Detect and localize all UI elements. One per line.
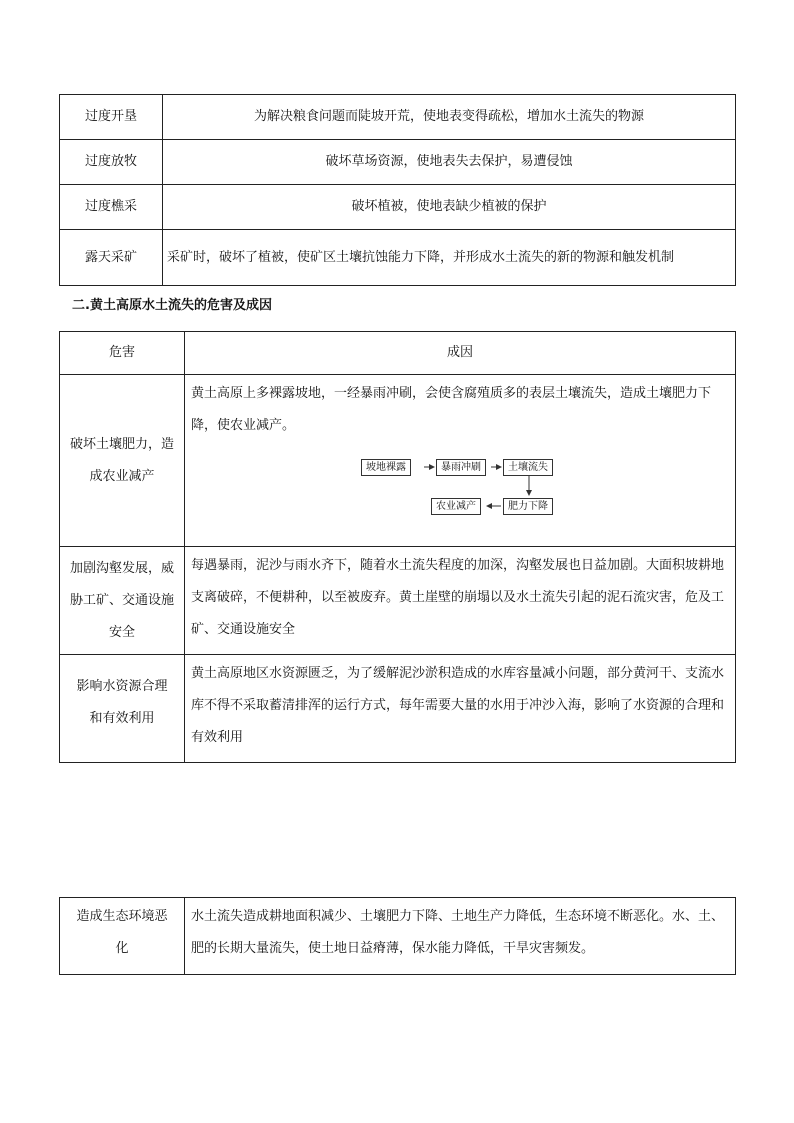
cause-cell: 每遇暴雨，泥沙与雨水齐下，随着水土流失程度的加深，沟壑发展也日益加剧。大面积坡耕地支离破碎，不便耕种，以至被废弃。黄土崖壁的崩塌以及水土流失引起的泥石流灾害，危及工矿、交通设施安全 bbox=[185, 547, 736, 655]
harm-line: 造成生态环境恶 bbox=[76, 909, 168, 924]
table-row bbox=[60, 95, 736, 140]
cause-text: 黄土高原上多裸露坡地，一经暴雨冲刷，会使含腐殖质多的表层土壤流失，造成土壤肥力下降，使农业减产。 bbox=[191, 386, 712, 433]
harm-cell bbox=[60, 547, 185, 655]
table-header-row bbox=[60, 332, 736, 375]
header-cause: 成因 bbox=[185, 332, 736, 375]
table-row bbox=[60, 375, 736, 547]
harm-line: 和有效利用 bbox=[89, 711, 155, 726]
causes-table bbox=[59, 94, 736, 286]
table-row bbox=[60, 140, 736, 185]
harm-line: 化 bbox=[115, 941, 129, 956]
flow-box-bare-slope: 坡地裸露 bbox=[361, 459, 411, 476]
flow-box-rainstorm: 暴雨冲刷 bbox=[436, 459, 486, 476]
flow-box-yield-drop: 农业减产 bbox=[431, 498, 481, 515]
cause-cell bbox=[185, 375, 736, 547]
cause-cell: 黄土高原地区水资源匮乏，为了缓解泥沙淤积造成的水库容量减小问题，部分黄河干、支流水库不得不采取蓄清排浑的运行方式，每年需要大量的水用于冲沙入海，影响了水资源的合理和有效利用 bbox=[185, 655, 736, 763]
harm-cell bbox=[60, 898, 185, 975]
cause-cell: 过度樵采 bbox=[60, 185, 163, 230]
table-row bbox=[60, 230, 736, 286]
flow-box-soil-loss: 土壤流失 bbox=[503, 459, 553, 476]
desc-cell: 采矿时，破坏了植被，使矿区土壤抗蚀能力下降，并形成水土流失的新的物源和触发机制 bbox=[163, 230, 736, 286]
table-row bbox=[60, 898, 736, 975]
harm-cell bbox=[60, 655, 185, 763]
header-harm: 危害 bbox=[60, 332, 185, 375]
cause-cell: 过度放牧 bbox=[60, 140, 163, 185]
harms-table-continued bbox=[59, 897, 736, 975]
harm-line: 破坏土壤肥力，造 bbox=[69, 436, 174, 452]
table-row bbox=[60, 547, 736, 655]
desc-cell: 破坏草场资源，使地表失去保护，易遭侵蚀 bbox=[163, 140, 736, 185]
table-row bbox=[60, 185, 736, 230]
harm-cell bbox=[60, 375, 185, 547]
section-heading: 二.黄土高原水土流失的危害及成因 bbox=[72, 298, 272, 313]
harm-line: 影响水资源合理 bbox=[76, 679, 168, 694]
desc-cell: 破坏植被，使地表缺少植被的保护 bbox=[163, 185, 736, 230]
cause-cell: 露天采矿 bbox=[60, 230, 163, 286]
harm-line: 成农业减产 bbox=[89, 468, 155, 484]
harm-line: 加剧沟壑发展，威 bbox=[69, 560, 174, 576]
flow-diagram bbox=[361, 452, 661, 532]
harm-line: 安全 bbox=[108, 624, 135, 640]
flow-box-fertility-drop: 肥力下降 bbox=[503, 498, 553, 515]
desc-cell: 为解决粮食问题而陡坡开荒，使地表变得疏松，增加水土流失的物源 bbox=[163, 95, 736, 140]
harms-table bbox=[59, 331, 736, 763]
cause-cell: 过度开垦 bbox=[60, 95, 163, 140]
table-row bbox=[60, 655, 736, 763]
cause-cell: 水土流失造成耕地面积减少、土壤肥力下降、土地生产力降低，生态环境不断恶化。水、土、肥的长期大量流失，使土地日益瘠薄，保水能力降低，干旱灾害频发。 bbox=[185, 898, 736, 975]
harm-line: 胁工矿、交通设施 bbox=[69, 592, 174, 608]
